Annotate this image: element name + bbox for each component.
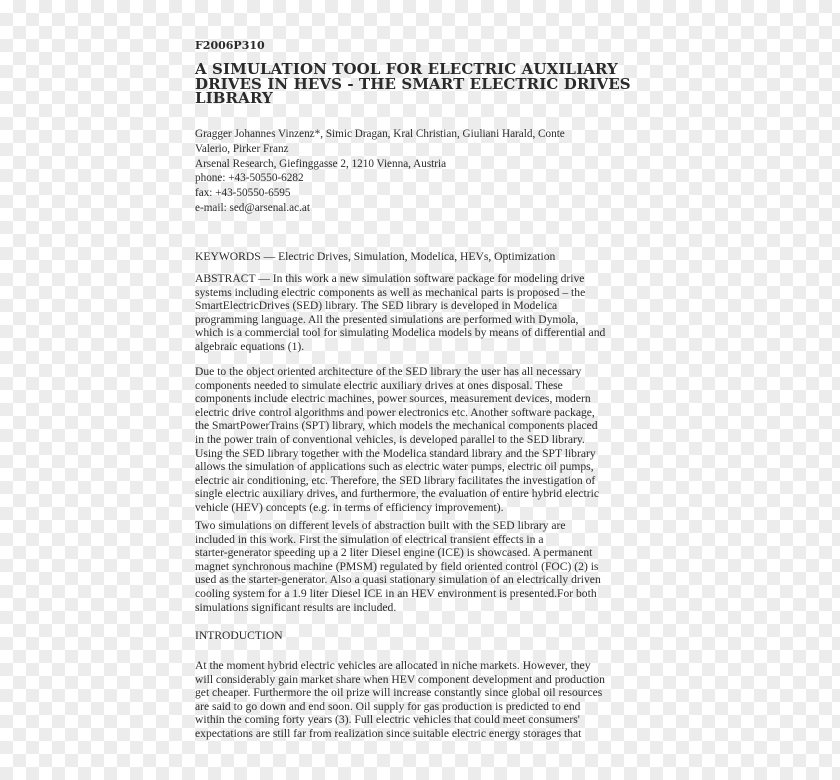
text-line: Gragger Johannes Vinzenz*, Simic Dragan, Kral Christian, Giuliani Harald, Conte — [195, 128, 565, 140]
abstract-paragraph — [195, 272, 605, 354]
text-line: are said to go down and end soon. Oil supply for gas production is predicted to end — [195, 699, 581, 713]
body-paragraph-simulations — [195, 519, 601, 614]
introduction-paragraph — [195, 659, 605, 741]
text-line: components needed to simulate electric auxiliary drives at ones disposal. These — [195, 378, 563, 392]
text-line: Using the SED library together with the Modelica standard library and the SPT library — [195, 446, 596, 460]
section-heading-introduction: INTRODUCTION — [195, 629, 283, 642]
keywords: KEYWORDS — Electric Drives, Simulation, Modelica, HEVs, Optimization — [195, 250, 556, 263]
text-line: get cheaper. Furthermore the oil prize will increase constantly since global oil resources — [195, 686, 603, 700]
text-line: components include electric machines, power sources, measurement devices, modern — [195, 392, 591, 406]
text-line: programming language. All the presented simulations are performed with Dymola, — [195, 312, 579, 326]
paper-code: F2006P310 — [195, 39, 265, 52]
text-line: phone: +43-50550-6282 — [195, 172, 304, 185]
text-line: fax: +43-50550-6595 — [195, 187, 291, 200]
text-line: used as the starter-generator. Also a quasi stationary simulation of an electrically driven — [195, 573, 601, 587]
text-line: within the coming forty years (3). Full electric vehicles that could meet consumers' — [195, 713, 580, 727]
text-line: in the power train of conventional vehicles, is developed parallel to the SED library. — [195, 432, 585, 446]
text-line: simulations significant results are included. — [195, 600, 397, 614]
text-line: ABSTRACT — In this work a new simulation software package for modeling drive — [195, 272, 585, 285]
text-line: starter-generator speeding up a 2 liter Diesel engine (ICE) is showcased. A permanent — [195, 546, 593, 560]
text-line: vehicle (HEV) concepts (e.g. in terms of efficiency improvement). — [195, 500, 504, 514]
text-line: A SIMULATION TOOL FOR ELECTRIC AUXILIARY — [195, 60, 618, 78]
text-line: allows the simulation of applications such as electric water pumps, electric oil pumps, — [195, 460, 594, 474]
text-line: which is a commercial tool for simulating Modelica models by means of differential and — [195, 326, 606, 340]
text-line: electric air conditioning, etc. Therefore, the SED library facilitates the investigation of — [195, 473, 596, 487]
text-line: Valerio, Pirker Franz — [195, 142, 289, 155]
text-line: At the moment hybrid electric vehicles are allocated in niche markets. However, they — [195, 659, 591, 672]
text-line: included in this work. First the simulation of electrical transient effects in a — [195, 532, 544, 546]
text-line: LIBRARY — [195, 89, 273, 107]
text-line: electric drive control algorithms and power electronics etc. Another software package, — [195, 405, 595, 419]
text-line: e-mail: sed@arsenal.ac.at — [195, 201, 310, 214]
text-line: expectations are still far from realization since suitable electric energy storages that — [195, 726, 582, 740]
text-line: will considerably gain market share when HEV component development and production — [195, 672, 605, 686]
text-line: SmartElectricDrives (SED) library. The SED library is developed in Modelica — [195, 299, 558, 313]
text-line: systems including electric components as well as mechanical parts is proposed – the — [195, 285, 586, 299]
paper-title — [195, 62, 631, 106]
text-line: cooling system for a 1.9 liter Diesel ICE in an HEV environment is presented.For both — [195, 586, 597, 600]
text-line: DRIVES IN HEVS - THE SMART ELECTRIC DRIVES — [195, 74, 631, 93]
text-line: single electric auxiliary drives, and furthermore, the evaluation of entire hybrid electric — [195, 487, 600, 501]
text-line: the SmartPowerTrains (SPT) library, which models the mechanical components placed — [195, 419, 598, 433]
text-line: Two simulations on different levels of abstraction built with the SED library are — [195, 519, 566, 532]
text-line: Due to the object oriented architecture of the SED library the user has all necessary — [195, 365, 582, 378]
text-line: Arsenal Research, Giefinggasse 2, 1210 Vienna, Austria — [195, 157, 447, 170]
text-line: algebraic equations (1). — [195, 339, 305, 353]
author-block — [195, 127, 565, 216]
text-line: magnet synchronous machine (PMSM) regulated by field oriented control (FOC) (2) is — [195, 559, 599, 573]
body-paragraph-architecture — [195, 365, 599, 515]
